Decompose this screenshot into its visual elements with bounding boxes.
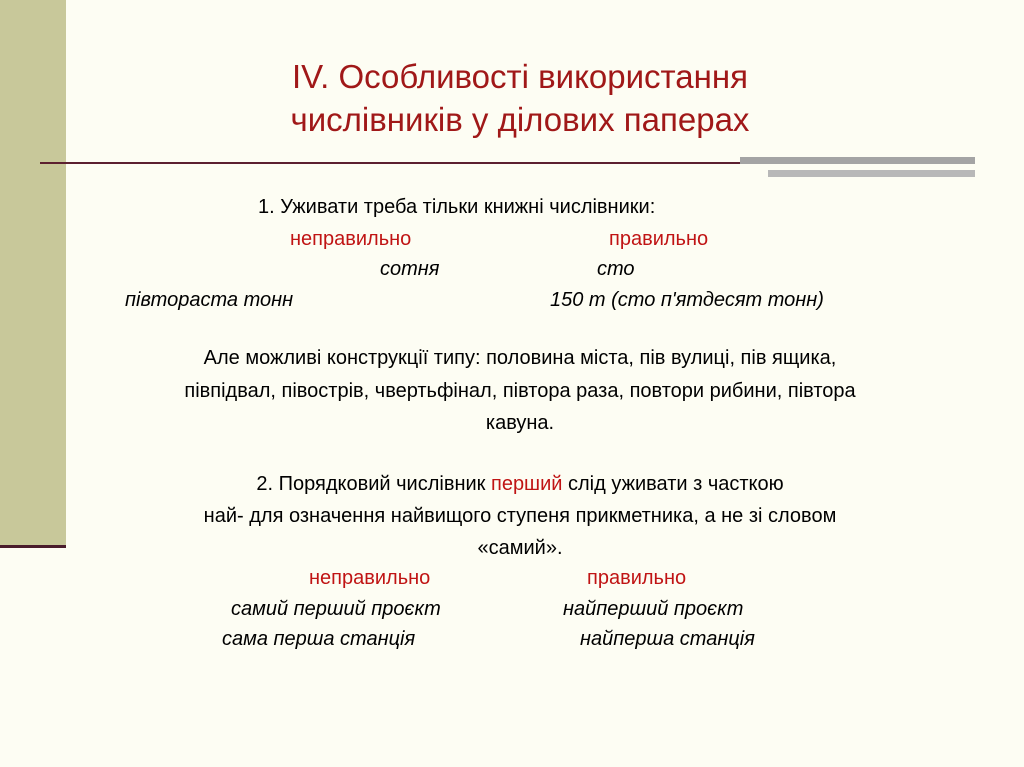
rule2-row2-right: найперша станція — [580, 628, 755, 650]
rule1-heading: 1. Уживати треба тільки книжні числівники: — [258, 196, 656, 218]
rule2-right-header: правильно — [587, 567, 687, 589]
rule2-wrong-header: неправильно — [309, 567, 431, 589]
rule2-row2-wrong: сама перша станція — [222, 628, 416, 650]
rule2-line-1-end: слід уживати з часткою — [562, 473, 784, 495]
slide-title-line-1: IV. Особливості використання — [292, 58, 748, 95]
rule2-line-2: най- для означення найвищого ступеня прикметника, а не зі словом — [203, 505, 837, 527]
decorative-grey-bar-bottom — [768, 170, 975, 177]
decorative-left-bar-rule — [0, 545, 66, 548]
rule2-line-1 — [60, 472, 980, 496]
rule1-wrong-header: неправильно — [290, 228, 412, 250]
rule2-row1-wrong: самий перший проєкт — [231, 598, 441, 620]
rule2-highlight-word: перший — [490, 473, 563, 495]
decorative-grey-bar-top — [740, 157, 975, 164]
rule2-row1-right: найперший проєкт — [563, 598, 744, 620]
decorative-left-bar — [0, 0, 66, 546]
rule1-right-header: правильно — [609, 228, 709, 250]
rule1-row1-wrong: сотня — [380, 258, 440, 280]
rule1-note-line-1: Але можливі конструкції типу: половина міста, пів вулиці, пів ящика, — [203, 347, 837, 369]
rule2-line-1-start: 2. Порядковий числівник — [256, 473, 491, 495]
rule1-row2-wrong: півтораста тонн — [125, 289, 294, 311]
title-underline — [40, 162, 840, 164]
rule2-line-3: «самий». — [477, 537, 563, 559]
rule1-note-line-2: півпідвал, півострів, чвертьфінал, півтора раза, повтори рибини, півтора — [184, 380, 856, 402]
rule1-row1-right: сто — [597, 258, 635, 280]
slide-title — [140, 55, 900, 141]
slide-title-line-2: числівників у ділових паперах — [290, 101, 750, 138]
rule1-row2-right: 150 т (сто п'ятдесят тонн) — [550, 289, 824, 311]
rule1-note-line-3: кавуна. — [485, 412, 555, 434]
